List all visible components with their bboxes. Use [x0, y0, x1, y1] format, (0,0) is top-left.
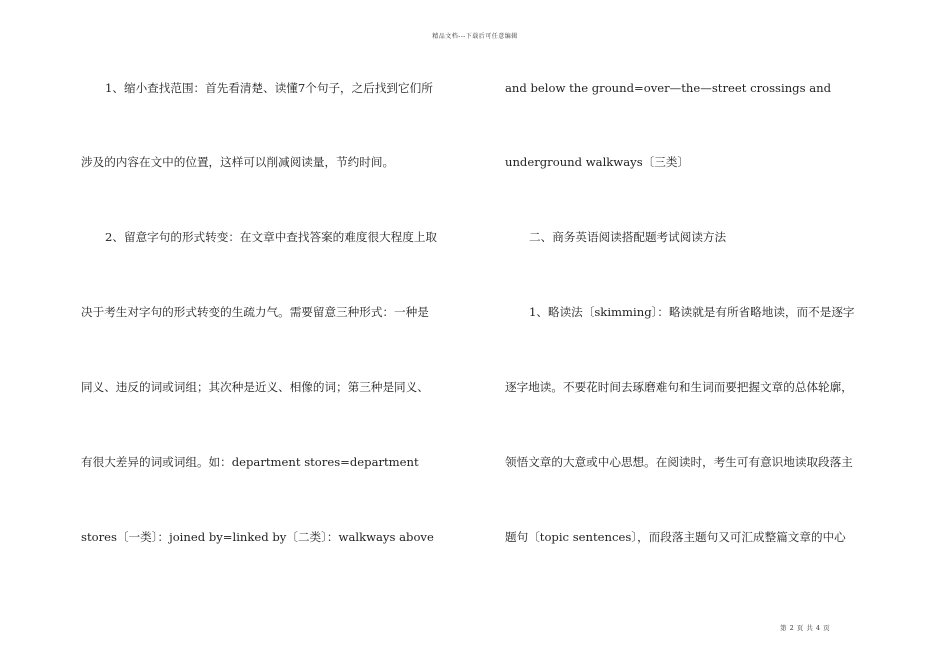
paragraph-line: 领悟文章的大意或中心思想。在阅读时，考生可有意识地读取段落主 [505, 455, 853, 469]
paragraph-line: 逐字地读。不要花时间去琢磨难句和生词而要把握文章的总体轮廓， [505, 380, 853, 394]
page-number: 第 2 页 共 4 页 [780, 624, 831, 632]
paragraph-line: and below the ground=over—the—street crossings and [505, 81, 832, 95]
paragraph-line: stores〔一类〕：joined by=linked by〔二类〕：walkways above [81, 530, 434, 544]
page-header: 精品文档---下载后可任意编辑 [432, 33, 518, 40]
paragraph-line: 题句〔topic sentences〕，而段落主题句又可汇成整篇文章的中心 [505, 530, 846, 544]
paragraph-line: 1、缩小查找范围：首先看清楚、读懂7个句子，之后找到它们所 [105, 81, 433, 95]
paragraph-line: 同义、违反的词或词组；其次种是近义、相像的词；第三种是同义、 [81, 380, 429, 394]
paragraph-line: 涉及的内容在文中的位置，这样可以削减阅读量，节约时间。 [81, 155, 395, 169]
paragraph-line: 1、略读法〔skimming〕：略读就是有所省略地读，而不是逐字 [529, 305, 855, 319]
section-heading: 二、商务英语阅读搭配题考试阅读方法 [529, 230, 727, 244]
paragraph-line: underground walkways〔三类〕 [505, 155, 690, 169]
paragraph-line: 2、留意字句的形式转变：在文章中查找答案的难度很大程度上取 [105, 230, 438, 244]
paragraph-line: 有很大差异的词或词组。如：department stores=department [81, 455, 419, 469]
paragraph-line: 决于考生对字句的形式转变的生疏力气。需要留意三种形式：一种是 [81, 305, 429, 319]
